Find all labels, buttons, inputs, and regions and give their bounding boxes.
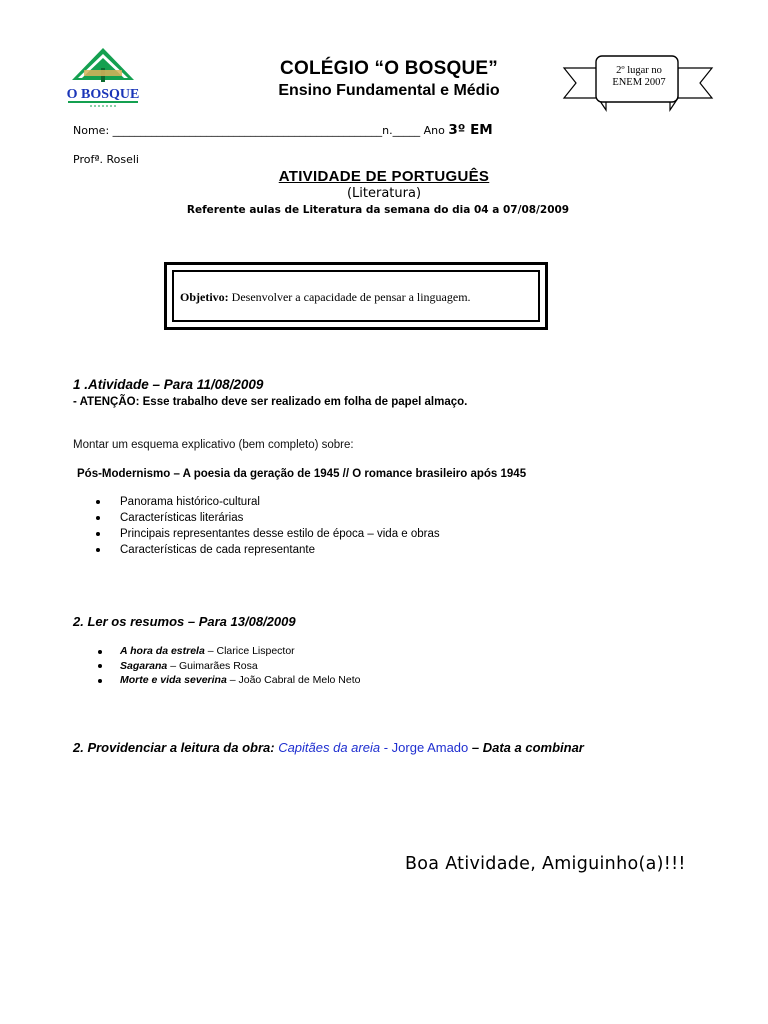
- objective-text: [180, 290, 471, 305]
- bullet-icon: [96, 532, 100, 536]
- section1-intro: Montar um esquema explicativo (bem completo) sobre:: [73, 439, 354, 451]
- list-item: [98, 659, 360, 674]
- award-line-2: ENEM 2007: [612, 77, 666, 88]
- list-item: [96, 510, 440, 526]
- name-blank: _________________________________________________: [112, 124, 383, 137]
- work-author: – Clarice Lispector: [204, 645, 295, 657]
- year-value: 3º EM: [448, 122, 493, 138]
- section2-list: [98, 644, 360, 688]
- list-item-text: Principais representantes desse estilo de época – vida e obras: [120, 528, 440, 540]
- warning-dash: -: [73, 396, 80, 408]
- section1-topic: Pós-Modernismo – A poesia da geração de 1945 // O romance brasileiro após 1945: [77, 468, 527, 480]
- activity-title: ATIVIDADE DE PORTUGUÊS: [278, 168, 490, 185]
- section3-work: [278, 740, 468, 755]
- work-author: – João Cabral de Melo Neto: [226, 674, 361, 686]
- section3-prefix: 2. Providenciar a leitura da obra:: [73, 740, 279, 755]
- bullet-icon: [98, 650, 102, 654]
- activity-reference: Referente aulas de Literatura da semana do dia 04 a 07/08/2009: [186, 204, 570, 216]
- work-title: Capitães da areia: [278, 740, 381, 755]
- name-label: Nome:: [73, 124, 113, 137]
- section1-warning: [73, 396, 467, 408]
- bullet-icon: [98, 679, 102, 683]
- bullet-icon: [96, 548, 100, 552]
- list-item: [98, 644, 360, 659]
- activity-subtitle: (Literatura): [346, 186, 422, 201]
- section3-line: [73, 740, 584, 755]
- list-item-text: Características literárias: [120, 512, 244, 524]
- bullet-icon: [96, 500, 100, 504]
- number-label: n.: [382, 124, 393, 137]
- logo-text: O BOSQUE: [66, 87, 140, 102]
- section1-list: [96, 494, 440, 558]
- farewell-message: Boa Atividade, Amiguinho(a)!!!: [405, 854, 686, 874]
- work-title: A hora da estrela: [120, 645, 205, 657]
- section1-title: 1 .Atividade – Para 11/08/2009: [73, 377, 264, 392]
- objective-content: Desenvolver a capacidade de pensar a linguagem.: [228, 290, 471, 304]
- list-item: [96, 526, 440, 542]
- number-blank: _____: [392, 124, 421, 137]
- school-name: COLÉGIO “O BOSQUE”: [280, 58, 498, 79]
- school-level: Ensino Fundamental e Médio: [278, 82, 500, 99]
- objective-label: Objetivo:: [180, 290, 229, 304]
- bullet-icon: [96, 516, 100, 520]
- list-item: [96, 542, 440, 558]
- work-author: Jorge Amado: [391, 740, 469, 755]
- work-title: Morte e vida severina: [120, 674, 227, 686]
- work-author: – Guimarães Rosa: [167, 659, 258, 672]
- work-title: Sagarana: [120, 659, 168, 672]
- student-name-line: [73, 122, 493, 138]
- list-item: [96, 494, 440, 510]
- section3-suffix: – Data a combinar: [468, 740, 584, 755]
- work-separator: -: [380, 740, 392, 755]
- teacher-name: Profª. Roseli: [73, 153, 139, 166]
- award-line-1: 2º lugar no: [616, 65, 662, 76]
- list-item: [98, 673, 360, 688]
- bullet-icon: [98, 664, 102, 668]
- warning-text: ATENÇÃO: Esse trabalho deve ser realizado em folha de papel almaço.: [79, 396, 468, 408]
- list-item-text: Panorama histórico-cultural: [120, 496, 260, 508]
- list-item-text: Características de cada representante: [120, 544, 315, 556]
- year-label: Ano: [420, 124, 449, 137]
- section2-title: 2. Ler os resumos – Para 13/08/2009: [73, 614, 296, 629]
